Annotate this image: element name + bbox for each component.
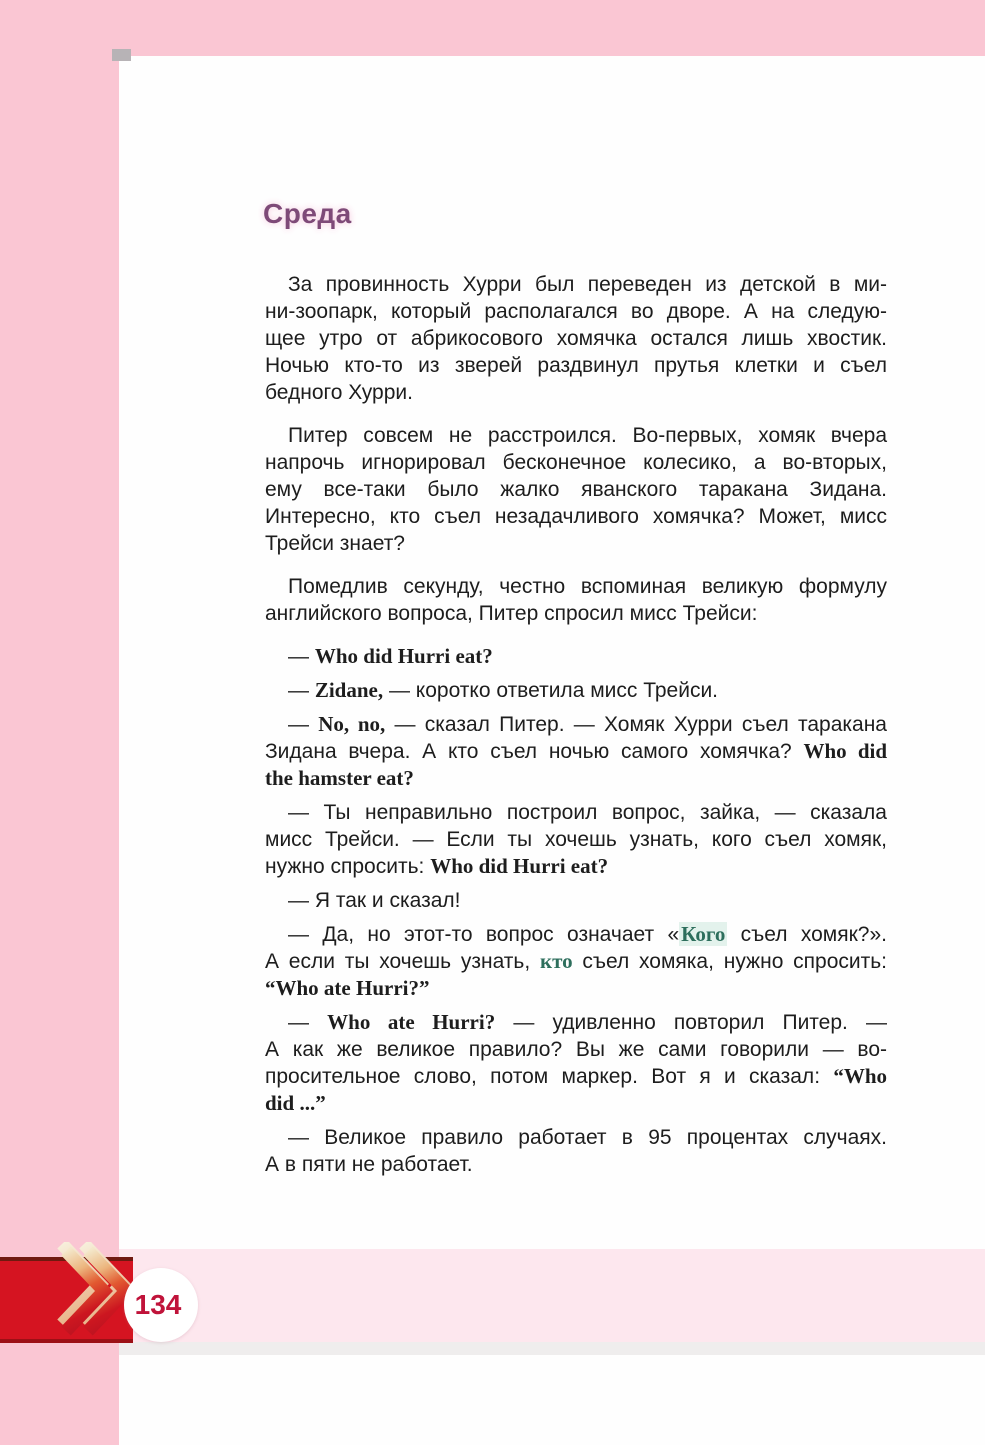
text-segment: ему все-таки было жалко яванского таракана Зидана.: [265, 478, 887, 501]
english-phrase: “Who: [833, 1064, 887, 1088]
text-segment: ни-зоопарк, который располагался во дворе. А на следую-: [265, 300, 887, 323]
text-line: [265, 325, 887, 352]
text-line: [265, 1063, 887, 1090]
text-segment: Помедлив секунду, честно вспоминая великую формулу: [288, 575, 887, 598]
dialog-paragraph: [265, 799, 887, 880]
text-line: [265, 379, 887, 406]
text-line: [265, 1036, 887, 1063]
highlighted-keyword: Кого: [681, 922, 726, 946]
english-phrase: Who did Hurri eat?: [314, 644, 493, 668]
english-phrase: Who ate Hurri?: [327, 1010, 496, 1034]
text-segment: А если ты хочешь узнать,: [265, 950, 540, 973]
double-chevron-right-icon: [48, 1242, 133, 1337]
text-segment: — коротко ответила мисс Трейси.: [383, 679, 719, 702]
page-number-circle: [124, 1268, 198, 1342]
pink-border-left: [0, 0, 119, 1445]
text-line: [265, 677, 887, 704]
text-segment: Интересно, кто съел незадачливого хомячка? Может, мисс: [265, 505, 887, 528]
body-paragraph: [265, 422, 887, 557]
text-segment: —: [288, 645, 315, 668]
dialog-paragraph: [265, 677, 887, 704]
text-segment: мисс Трейси. — Если ты хочешь узнать, кого съел хомяк,: [265, 828, 887, 851]
text-line: [265, 887, 887, 914]
english-phrase: did ...”: [265, 1091, 326, 1115]
text-line: [265, 573, 887, 600]
text-line: [265, 271, 887, 298]
highlighted-keyword: кто: [539, 949, 573, 973]
text-line: [265, 975, 887, 1002]
text-line: [265, 298, 887, 325]
english-phrase: No, no,: [318, 712, 386, 736]
dialog-paragraph: [265, 887, 887, 914]
text-line: [265, 826, 887, 853]
text-segment: Питер совсем не расстроился. Во-первых, хомяк вчера: [288, 424, 887, 447]
footer-band: [119, 1249, 985, 1342]
text-line: [265, 422, 887, 449]
text-segment: — Я так и сказал!: [288, 889, 461, 912]
text-line: [265, 503, 887, 530]
text-segment: — сказал Питер. — Хомяк Хурри съел таракана: [385, 713, 887, 736]
text-segment: А как же великое правило? Вы же сами говорили — во-: [265, 1038, 887, 1061]
text-line: [265, 711, 887, 738]
text-line: [265, 853, 887, 880]
text-segment: Ночью кто-то из зверей раздвинул прутья клетки и съел: [265, 354, 887, 377]
dialog-paragraph: [265, 643, 887, 670]
text-line: [265, 738, 887, 765]
text-segment: английского вопроса, Питер спросил мисс Трейси:: [265, 602, 758, 625]
text-line: [265, 921, 887, 948]
text-line: [265, 476, 887, 503]
body-paragraph: [265, 573, 887, 627]
english-phrase: Who did Hurri eat?: [430, 854, 609, 878]
text-segment: съел хомяка, нужно спросить:: [572, 950, 888, 973]
text-segment: — Ты неправильно построил вопрос, зайка, — сказала: [288, 801, 887, 824]
text-line: [265, 799, 887, 826]
dialog-paragraph: [265, 921, 887, 1002]
text-segment: За провинность Хурри был переведен из детской в ми-: [288, 273, 887, 296]
pink-border-top: [0, 0, 985, 56]
text-segment: Трейси знает?: [265, 532, 405, 555]
text-line: [265, 1124, 887, 1151]
text-segment: бедного Хурри.: [265, 381, 413, 404]
page-corner-shadow: [112, 49, 131, 61]
text-segment: просительное слово, потом маркер. Вот я и сказал:: [265, 1065, 834, 1088]
text-line: [265, 643, 887, 670]
text-segment: — удивленно повторил Питер. —: [495, 1011, 888, 1034]
footer-shadow-strip: [119, 1342, 985, 1355]
text-line: [265, 530, 887, 557]
text-line: [265, 449, 887, 476]
english-phrase: “Who ate Hurri?”: [265, 976, 430, 1000]
dialog-paragraph: [265, 1124, 887, 1178]
text-line: [265, 1151, 887, 1178]
text-segment: съел хомяк?».: [727, 923, 887, 946]
text-segment: нужно спросить:: [265, 855, 431, 878]
section-title: Среда: [263, 198, 352, 229]
text-segment: — Великое правило работает в 95 процентах случаях.: [288, 1126, 887, 1149]
text-segment: — Да, но этот-то вопрос означает «: [288, 923, 680, 946]
text-line: [265, 948, 887, 975]
text-line: [265, 352, 887, 379]
text-segment: А в пяти не работает.: [265, 1153, 473, 1176]
text-line: [265, 600, 887, 627]
body-paragraph: [265, 271, 887, 406]
text-segment: —: [288, 713, 319, 736]
dialog-paragraph: [265, 711, 887, 792]
english-phrase: the hamster eat?: [265, 766, 414, 790]
english-phrase: Zidane,: [314, 678, 384, 702]
dialog-paragraph: [265, 1009, 887, 1117]
text-line: [265, 765, 887, 792]
text-line: [265, 1090, 887, 1117]
english-phrase: Who did: [803, 739, 888, 763]
text-segment: —: [288, 679, 315, 702]
text-line: [265, 1009, 887, 1036]
text-column: [265, 271, 887, 1178]
page-number: 134: [134, 1289, 182, 1320]
text-segment: щее утро от абрикосового хомячка остался лишь хвостик.: [265, 327, 887, 350]
text-segment: Зидана вчера. А кто съел ночью самого хомячка?: [265, 740, 804, 763]
text-segment: —: [288, 1011, 328, 1034]
text-segment: напрочь игнорировал бесконечное колесико, а во-вторых,: [265, 451, 887, 474]
